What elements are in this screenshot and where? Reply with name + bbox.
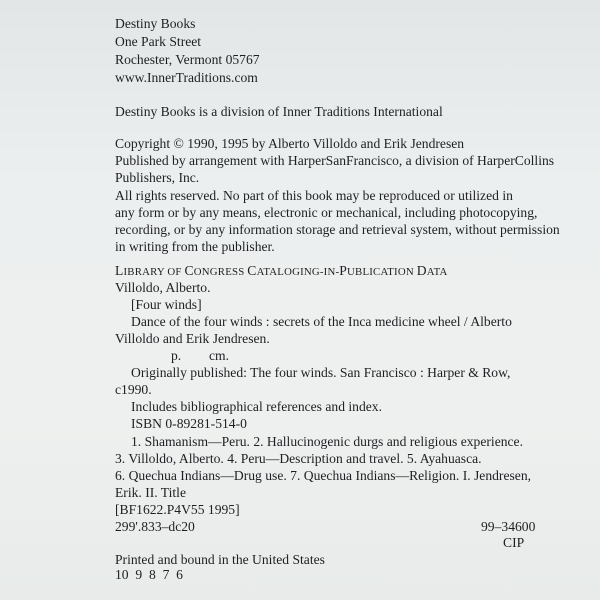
rights-line-4: in writing from the publisher. bbox=[115, 238, 275, 254]
cip-label: CIP bbox=[503, 534, 525, 550]
division-note: Destiny Books is a division of Inner Traditions International bbox=[115, 103, 443, 119]
cip-pages: p. bbox=[171, 348, 182, 364]
cip-size: cm. bbox=[209, 348, 230, 364]
publisher-website: www.InnerTraditions.com bbox=[115, 69, 258, 85]
arrangement-line-2: Publishers, Inc. bbox=[115, 169, 200, 185]
cip-original-line-2: c1990. bbox=[115, 382, 152, 398]
publisher-city: Rochester, Vermont 05767 bbox=[115, 51, 260, 67]
cip-subjects-line-1: 1. Shamanism—Peru. 2. Hallucinogenic durgs and religious experience. bbox=[131, 433, 523, 449]
publisher-street: One Park Street bbox=[115, 34, 202, 50]
cip-title-line-2: Villoldo and Erik Jendresen. bbox=[115, 331, 270, 347]
cip-call-number: [BF1622.P4V55 1995] bbox=[115, 501, 240, 517]
rights-line-3: recording, or by any information storage and retrieval system, without permission bbox=[115, 221, 560, 237]
arrangement-line: Published by arrangement with HarperSanFrancisco, a division of HarperCollins bbox=[115, 152, 555, 168]
cip-isbn: ISBN 0-89281-514-0 bbox=[131, 416, 247, 432]
cip-original-line-1: Originally published: The four winds. San Francisco : Harper & Row, bbox=[131, 365, 511, 381]
cip-lccn: 99–34600 bbox=[481, 518, 536, 534]
cip-dewey: 299'.833–dc20 bbox=[115, 518, 195, 534]
cip-subjects-line-3: 6. Quechua Indians—Drug use. 7. Quechua Indians—Religion. I. Jendresen, bbox=[115, 467, 532, 483]
copyright-line: Copyright © 1990, 1995 by Alberto Villoldo and Erik Jendresen bbox=[115, 135, 465, 151]
cip-subjects-line-4: Erik. II. Title bbox=[115, 484, 186, 500]
rights-line-1: All rights reserved. No part of this book may be reproduced or utilized in bbox=[115, 187, 513, 203]
printed-note: Printed and bound in the United States bbox=[115, 551, 325, 567]
rights-line-2: any form or by any means, electronic or mechanical, including photocopying, bbox=[115, 204, 538, 220]
cip-uniform-title: [Four winds] bbox=[131, 297, 202, 313]
cip-heading: LIBRARY OF CONGRESS CATALOGING-IN-PUBLICATION DATA bbox=[115, 263, 448, 279]
cip-subjects-line-2: 3. Villoldo, Alberto. 4. Peru—Description and travel. 5. Ayahuasca. bbox=[115, 450, 482, 466]
publisher-name: Destiny Books bbox=[115, 16, 196, 32]
cip-includes: Includes bibliographical references and index. bbox=[131, 399, 382, 415]
cip-title-line-1: Dance of the four winds : secrets of the Inca medicine wheel / Alberto bbox=[131, 314, 512, 330]
printing-line: 10 9 8 7 6 bbox=[115, 567, 183, 582]
cip-author: Villoldo, Alberto. bbox=[115, 280, 211, 296]
